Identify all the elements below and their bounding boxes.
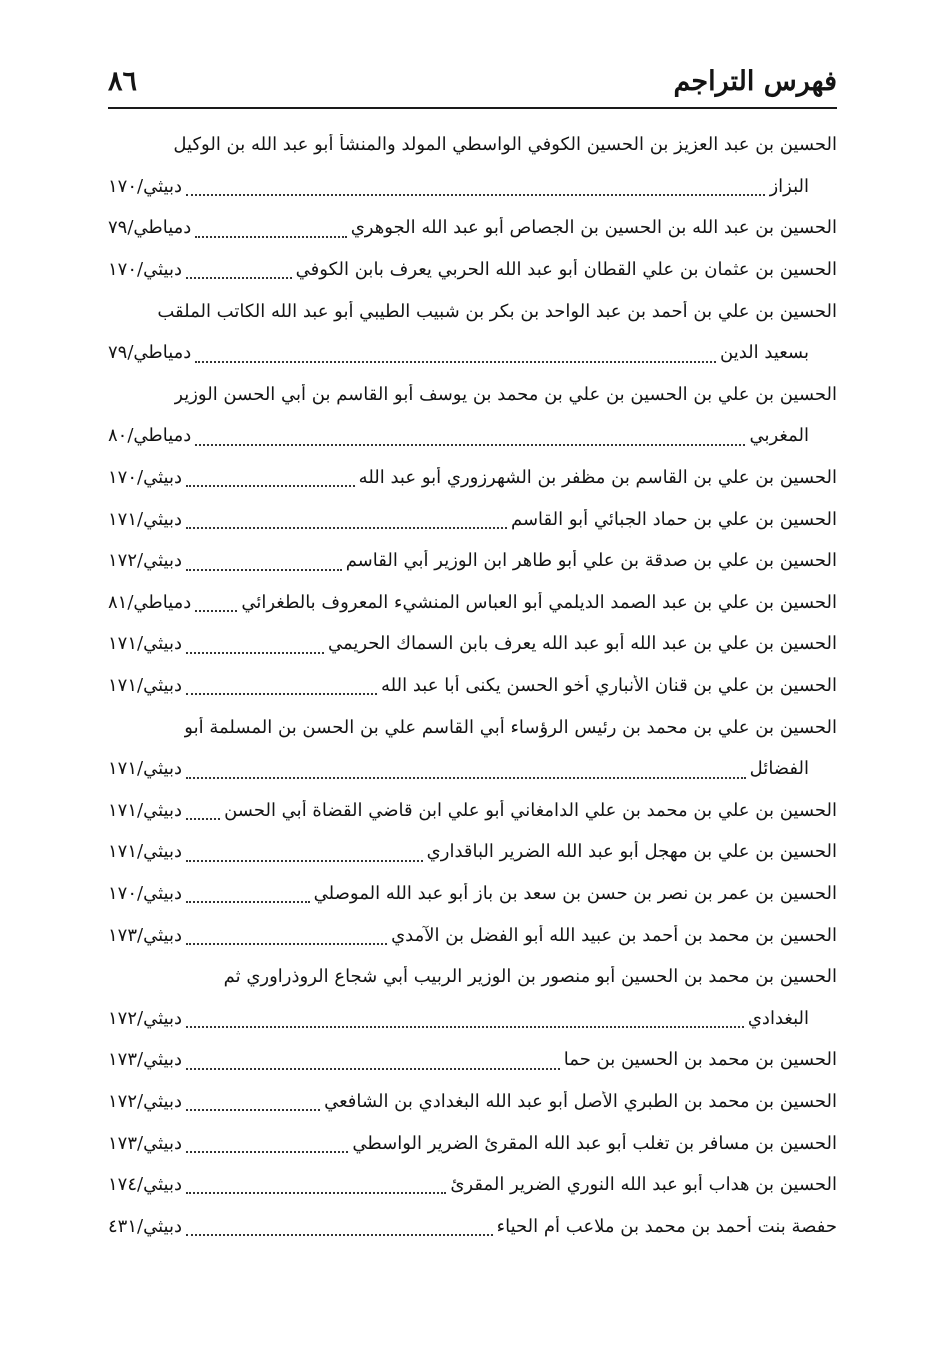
index-entries: [108, 124, 837, 1247]
entry-reference: دبيثي/١٧٤: [108, 1174, 182, 1196]
leader-dots: [186, 860, 423, 862]
index-entry-continuation: [108, 748, 837, 790]
entry-name: الحسين بن محمد بن الحسين بن حما: [563, 1049, 837, 1071]
leader-dots: [186, 943, 387, 945]
leader-dots: [186, 1151, 348, 1153]
page-header: [108, 60, 837, 100]
entry-reference: دبيثي/١٧٠: [108, 175, 182, 197]
entry-reference: دبيثي/١٧٠: [108, 259, 182, 281]
leader-dots: [186, 818, 220, 820]
entry-name: الحسين بن مسافر بن تغلب أبو عبد الله المقرئ الضرير الواسطي: [352, 1132, 837, 1154]
entry-name-continuation: البزاز: [769, 175, 809, 197]
index-entry: [108, 1205, 837, 1247]
entry-name-continuation: الفضائل: [749, 758, 809, 780]
entry-name: حفصة بنت أحمد بن محمد بن ملاعب أم الحياء: [496, 1215, 837, 1237]
leader-dots: [186, 527, 507, 529]
index-entry: [108, 1039, 837, 1081]
entry-reference: دبيثي/١٧١: [108, 633, 182, 655]
leader-dots: [186, 1109, 320, 1111]
index-entry-continuation: [108, 997, 837, 1039]
index-entry: [108, 582, 837, 624]
index-entry: [108, 1122, 837, 1164]
entry-reference: دبيثي/١٧١: [108, 675, 182, 697]
entry-reference: دبيثي/١٧٢: [108, 550, 182, 572]
index-entry: [108, 706, 837, 748]
index-entry: [108, 914, 837, 956]
leader-dots: [186, 1026, 744, 1028]
entry-reference: دمياطي/٧٩: [108, 342, 192, 364]
index-entry-continuation: [108, 332, 837, 374]
leader-dots: [186, 569, 342, 571]
index-entry-continuation: [108, 415, 837, 457]
entry-reference: دبيثي/١٧٣: [108, 924, 182, 946]
entry-reference: دبيثي/١٧٣: [108, 1132, 182, 1154]
index-entry: [108, 623, 837, 665]
index-entry: [108, 1164, 837, 1206]
entry-reference: دبيثي/٤٣١: [108, 1215, 182, 1237]
entry-reference: دبيثي/١٧٣: [108, 1049, 182, 1071]
index-entry: [108, 665, 837, 707]
entry-name: الحسين بن عبد الله بن الحسين بن الجصاص أبو عبد الله الجوهري: [350, 217, 837, 239]
leader-dots: [186, 1068, 560, 1070]
entry-reference: دبيثي/١٧٠: [108, 467, 182, 489]
entry-name-continuation: البغدادي: [747, 1007, 809, 1029]
entry-reference: دمياطي/٨٠: [108, 425, 192, 447]
index-entry-continuation: [108, 166, 837, 208]
entry-name: الحسين بن محمد بن أحمد بن عبيد الله أبو الفضل بن الآمدي: [391, 924, 837, 946]
entry-name: الحسين بن علي بن صدقة بن علي أبو طاهر ابن الوزير أبي القاسم: [345, 550, 837, 572]
leader-dots: [195, 610, 237, 612]
leader-dots: [186, 777, 746, 779]
entry-reference: دبيثي/١٧١: [108, 799, 182, 821]
header-rule: [108, 107, 837, 109]
index-entry: [108, 956, 837, 998]
entry-reference: دبيثي/١٧١: [108, 508, 182, 530]
index-entry: [108, 249, 837, 291]
entry-name: الحسين بن محمد بن الطبري الأصل أبو عبد الله البغدادي بن الشافعي: [324, 1090, 837, 1112]
index-entry: [108, 124, 837, 166]
entry-reference: دبيثي/١٧٢: [108, 1090, 182, 1112]
index-entry: [108, 498, 837, 540]
entry-name: الحسين بن علي بن قنان الأنباري أخو الحسن يكنى أبا عبد الله: [381, 675, 837, 697]
entry-name: الحسين بن علي بن عبد الله أبو عبد الله يعرف بابن السماك الحريمي: [327, 633, 837, 655]
leader-dots: [195, 444, 745, 446]
leader-dots: [186, 485, 355, 487]
leader-dots: [186, 277, 292, 279]
entry-name: الحسين بن عمر بن نصر بن حسن بن سعد بن باز أبو عبد الله الموصلي: [313, 882, 837, 904]
entry-name: الحسين بن علي بن مهجل أبو عبد الله الضرير الباقداري: [426, 841, 837, 863]
entry-name: الحسين بن علي بن محمد بن علي الدامغاني أبو علي ابن قاضي القضاة أبي الحسن: [224, 799, 837, 821]
index-entry: [108, 374, 837, 416]
entry-name: الحسين بن علي بن عبد الصمد الديلمي أبو العباس المنشيء المعروف بالطغرائي: [241, 591, 837, 613]
leader-dots: [195, 236, 346, 238]
entry-name: الحسين بن علي بن القاسم بن مظفر بن الشهرزوري أبو عبد الله: [358, 467, 837, 489]
index-entry: [108, 1081, 837, 1123]
index-entry: [108, 873, 837, 915]
index-entry: [108, 207, 837, 249]
entry-name-continuation: المغربي: [749, 425, 809, 447]
index-entry: [108, 457, 837, 499]
leader-dots: [186, 693, 377, 695]
entry-name-continuation: بسعيد الدين: [720, 342, 809, 364]
index-entry: [108, 790, 837, 832]
entry-name: الحسين بن محمد بن الحسين أبو منصور بن الوزير الربيب أبي شجاع الروذراوري ثم: [223, 966, 837, 988]
leader-dots: [186, 652, 324, 654]
index-entry: [108, 290, 837, 332]
entry-name: الحسين بن هداب أبو عبد الله النوري الضرير المقرئ: [450, 1174, 837, 1196]
entry-reference: دبيثي/١٧١: [108, 758, 182, 780]
entry-name: الحسين بن عثمان بن علي القطان أبو عبد الله الحربي يعرف بابن الكوفي: [295, 259, 837, 281]
entry-name: الحسين بن عبد العزيز بن الحسين الكوفي الواسطي المولد والمنشأ أبو عبد الله بن الوكيل: [173, 134, 837, 156]
entry-reference: دبيثي/١٧٢: [108, 1007, 182, 1029]
entry-name: الحسين بن علي بن الحسين بن علي بن محمد بن يوسف أبو القاسم بن أبي الحسن الوزير: [174, 383, 837, 405]
entry-name: الحسين بن علي بن محمد بن رئيس الرؤساء أبي القاسم علي بن الحسن بن المسلمة أبو: [184, 716, 837, 738]
leader-dots: [186, 1234, 493, 1236]
entry-reference: دبيثي/١٧٠: [108, 882, 182, 904]
entry-reference: دمياطي/٨١: [108, 591, 192, 613]
entry-reference: دمياطي/٧٩: [108, 217, 192, 239]
leader-dots: [186, 194, 765, 196]
entry-name: الحسين بن علي بن أحمد بن عبد الواحد بن بكر بن شبيب الطيبي أبو عبد الله الكاتب الملقب: [157, 300, 837, 322]
entry-reference: دبيثي/١٧١: [108, 841, 182, 863]
page-number: ٨٦: [108, 66, 138, 97]
index-entry: [108, 540, 837, 582]
leader-dots: [186, 1192, 446, 1194]
leader-dots: [186, 901, 310, 903]
leader-dots: [195, 361, 716, 363]
entry-name: الحسين بن علي بن حماد الجبائي أبو القاسم: [511, 508, 837, 530]
index-entry: [108, 831, 837, 873]
page-title: فهرس التراجم: [673, 66, 837, 97]
